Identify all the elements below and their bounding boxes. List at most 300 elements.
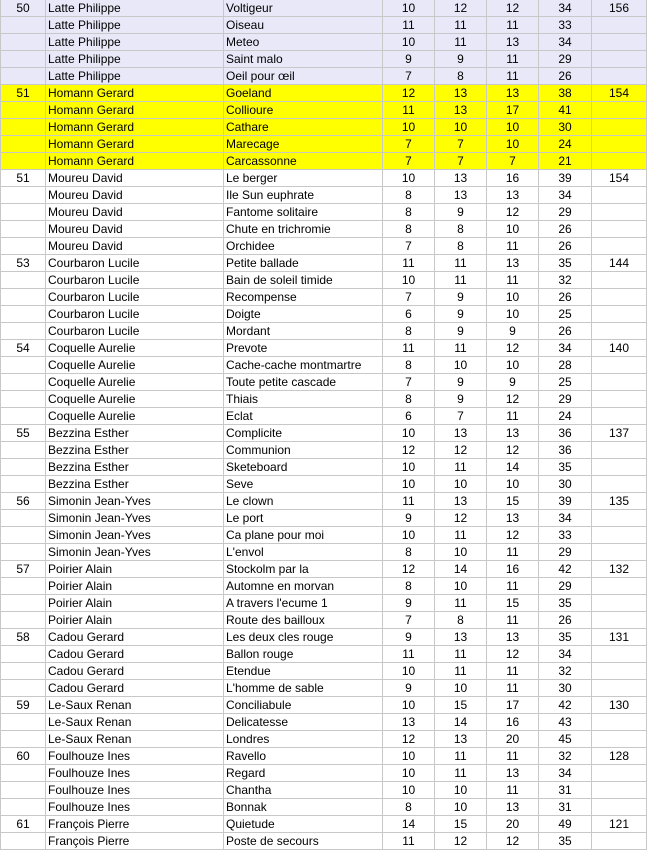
rank-cell[interactable]	[1, 34, 46, 51]
photo-sum-cell[interactable]: 31	[539, 782, 592, 799]
photographer-name-cell[interactable]: Le-Saux Renan	[46, 731, 224, 748]
photographer-name-cell[interactable]: Homann Gerard	[46, 119, 224, 136]
photo-sum-cell[interactable]: 24	[539, 408, 592, 425]
photo-title-cell[interactable]: Carcassonne	[224, 153, 383, 170]
photographer-name-cell[interactable]: Moureu David	[46, 221, 224, 238]
rank-cell[interactable]	[1, 799, 46, 816]
rank-cell[interactable]	[1, 289, 46, 306]
photo-sum-cell[interactable]: 26	[539, 612, 592, 629]
total-score-cell[interactable]: 137	[592, 425, 647, 442]
photographer-name-cell[interactable]: François Pierre	[46, 833, 224, 850]
score-3-cell[interactable]: 15	[487, 595, 539, 612]
photo-sum-cell[interactable]: 26	[539, 323, 592, 340]
score-2-cell[interactable]: 11	[435, 527, 487, 544]
score-1-cell[interactable]: 7	[383, 289, 435, 306]
rank-cell[interactable]	[1, 136, 46, 153]
photo-title-cell[interactable]: Automne en morvan	[224, 578, 383, 595]
photo-sum-cell[interactable]: 29	[539, 544, 592, 561]
photo-sum-cell[interactable]: 42	[539, 561, 592, 578]
score-3-cell[interactable]: 14	[487, 459, 539, 476]
total-score-cell[interactable]	[592, 833, 647, 850]
photo-title-cell[interactable]: Mordant	[224, 323, 383, 340]
photo-sum-cell[interactable]: 43	[539, 714, 592, 731]
photo-title-cell[interactable]: Prevote	[224, 340, 383, 357]
photo-title-cell[interactable]: Les deux cles rouge	[224, 629, 383, 646]
photographer-name-cell[interactable]: Foulhouze Ines	[46, 782, 224, 799]
score-2-cell[interactable]: 9	[435, 51, 487, 68]
score-1-cell[interactable]: 12	[383, 442, 435, 459]
rank-cell[interactable]	[1, 204, 46, 221]
score-3-cell[interactable]: 13	[487, 85, 539, 102]
photographer-name-cell[interactable]: Poirier Alain	[46, 561, 224, 578]
total-score-cell[interactable]	[592, 119, 647, 136]
photographer-name-cell[interactable]: Courbaron Lucile	[46, 306, 224, 323]
score-2-cell[interactable]: 8	[435, 68, 487, 85]
score-3-cell[interactable]: 11	[487, 612, 539, 629]
score-1-cell[interactable]: 9	[383, 51, 435, 68]
score-1-cell[interactable]: 14	[383, 816, 435, 833]
rank-cell[interactable]: 61	[1, 816, 46, 833]
photo-title-cell[interactable]: Le clown	[224, 493, 383, 510]
photographer-name-cell[interactable]: Homann Gerard	[46, 85, 224, 102]
score-2-cell[interactable]: 11	[435, 748, 487, 765]
score-2-cell[interactable]: 10	[435, 578, 487, 595]
rank-cell[interactable]: 51	[1, 85, 46, 102]
total-score-cell[interactable]: 128	[592, 748, 647, 765]
score-1-cell[interactable]: 7	[383, 612, 435, 629]
photo-title-cell[interactable]: Quietude	[224, 816, 383, 833]
total-score-cell[interactable]	[592, 646, 647, 663]
photo-title-cell[interactable]: Bain de soleil timide	[224, 272, 383, 289]
photographer-name-cell[interactable]: Bezzina Esther	[46, 476, 224, 493]
score-3-cell[interactable]: 11	[487, 748, 539, 765]
photo-title-cell[interactable]: Saint malo	[224, 51, 383, 68]
photo-title-cell[interactable]: Meteo	[224, 34, 383, 51]
score-1-cell[interactable]: 11	[383, 255, 435, 272]
score-1-cell[interactable]: 9	[383, 595, 435, 612]
score-1-cell[interactable]: 6	[383, 408, 435, 425]
rank-cell[interactable]	[1, 238, 46, 255]
photo-sum-cell[interactable]: 28	[539, 357, 592, 374]
photo-sum-cell[interactable]: 35	[539, 255, 592, 272]
photo-sum-cell[interactable]: 35	[539, 595, 592, 612]
score-3-cell[interactable]: 13	[487, 187, 539, 204]
photo-sum-cell[interactable]: 21	[539, 153, 592, 170]
rank-cell[interactable]: 58	[1, 629, 46, 646]
total-score-cell[interactable]	[592, 68, 647, 85]
score-3-cell[interactable]: 13	[487, 510, 539, 527]
photo-sum-cell[interactable]: 39	[539, 493, 592, 510]
score-2-cell[interactable]: 11	[435, 459, 487, 476]
photo-title-cell[interactable]: Oeil pour œil	[224, 68, 383, 85]
photo-title-cell[interactable]: Collioure	[224, 102, 383, 119]
photographer-name-cell[interactable]: Poirier Alain	[46, 595, 224, 612]
score-1-cell[interactable]: 9	[383, 629, 435, 646]
photo-title-cell[interactable]: Conciliabule	[224, 697, 383, 714]
photo-sum-cell[interactable]: 34	[539, 646, 592, 663]
score-3-cell[interactable]: 12	[487, 0, 539, 17]
photographer-name-cell[interactable]: Le-Saux Renan	[46, 714, 224, 731]
score-1-cell[interactable]: 11	[383, 833, 435, 850]
score-3-cell[interactable]: 13	[487, 629, 539, 646]
score-3-cell[interactable]: 11	[487, 782, 539, 799]
total-score-cell[interactable]	[592, 289, 647, 306]
score-3-cell[interactable]: 13	[487, 255, 539, 272]
photographer-name-cell[interactable]: Cadou Gerard	[46, 646, 224, 663]
score-2-cell[interactable]: 8	[435, 612, 487, 629]
photo-sum-cell[interactable]: 30	[539, 476, 592, 493]
total-score-cell[interactable]	[592, 34, 647, 51]
rank-cell[interactable]	[1, 221, 46, 238]
rank-cell[interactable]	[1, 476, 46, 493]
score-2-cell[interactable]: 13	[435, 85, 487, 102]
score-3-cell[interactable]: 9	[487, 323, 539, 340]
photo-title-cell[interactable]: L'homme de sable	[224, 680, 383, 697]
photo-title-cell[interactable]: Doigte	[224, 306, 383, 323]
photographer-name-cell[interactable]: Foulhouze Ines	[46, 765, 224, 782]
score-3-cell[interactable]: 10	[487, 136, 539, 153]
photographer-name-cell[interactable]: Simonin Jean-Yves	[46, 510, 224, 527]
rank-cell[interactable]	[1, 272, 46, 289]
rank-cell[interactable]	[1, 17, 46, 34]
score-3-cell[interactable]: 10	[487, 119, 539, 136]
photo-sum-cell[interactable]: 30	[539, 119, 592, 136]
score-2-cell[interactable]: 11	[435, 340, 487, 357]
photographer-name-cell[interactable]: Latte Philippe	[46, 0, 224, 17]
score-2-cell[interactable]: 15	[435, 697, 487, 714]
rank-cell[interactable]	[1, 408, 46, 425]
score-3-cell[interactable]: 11	[487, 578, 539, 595]
photographer-name-cell[interactable]: Moureu David	[46, 187, 224, 204]
score-2-cell[interactable]: 11	[435, 595, 487, 612]
rank-cell[interactable]	[1, 663, 46, 680]
score-3-cell[interactable]: 15	[487, 493, 539, 510]
score-1-cell[interactable]: 10	[383, 765, 435, 782]
score-1-cell[interactable]: 7	[383, 153, 435, 170]
photographer-name-cell[interactable]: Latte Philippe	[46, 34, 224, 51]
score-1-cell[interactable]: 10	[383, 34, 435, 51]
score-3-cell[interactable]: 10	[487, 357, 539, 374]
score-2-cell[interactable]: 15	[435, 816, 487, 833]
score-1-cell[interactable]: 10	[383, 0, 435, 17]
photo-sum-cell[interactable]: 33	[539, 17, 592, 34]
score-1-cell[interactable]: 9	[383, 510, 435, 527]
score-3-cell[interactable]: 16	[487, 170, 539, 187]
score-1-cell[interactable]: 8	[383, 221, 435, 238]
score-1-cell[interactable]: 8	[383, 357, 435, 374]
photo-title-cell[interactable]: Londres	[224, 731, 383, 748]
score-1-cell[interactable]: 11	[383, 646, 435, 663]
photo-title-cell[interactable]: Petite ballade	[224, 255, 383, 272]
rank-cell[interactable]	[1, 731, 46, 748]
total-score-cell[interactable]	[592, 204, 647, 221]
score-2-cell[interactable]: 8	[435, 238, 487, 255]
total-score-cell[interactable]	[592, 102, 647, 119]
photo-title-cell[interactable]: Cache-cache montmartre	[224, 357, 383, 374]
score-2-cell[interactable]: 14	[435, 561, 487, 578]
score-1-cell[interactable]: 7	[383, 238, 435, 255]
photo-sum-cell[interactable]: 24	[539, 136, 592, 153]
total-score-cell[interactable]	[592, 187, 647, 204]
photographer-name-cell[interactable]: Cadou Gerard	[46, 663, 224, 680]
photo-title-cell[interactable]: Recompense	[224, 289, 383, 306]
rank-cell[interactable]: 51	[1, 170, 46, 187]
total-score-cell[interactable]	[592, 272, 647, 289]
score-3-cell[interactable]: 13	[487, 799, 539, 816]
photo-sum-cell[interactable]: 36	[539, 425, 592, 442]
rank-cell[interactable]	[1, 357, 46, 374]
total-score-cell[interactable]: 135	[592, 493, 647, 510]
score-3-cell[interactable]: 12	[487, 527, 539, 544]
photo-sum-cell[interactable]: 35	[539, 629, 592, 646]
photo-title-cell[interactable]: Le berger	[224, 170, 383, 187]
rank-cell[interactable]	[1, 680, 46, 697]
score-3-cell[interactable]: 11	[487, 51, 539, 68]
photo-title-cell[interactable]: Orchidee	[224, 238, 383, 255]
photo-title-cell[interactable]: Etendue	[224, 663, 383, 680]
score-2-cell[interactable]: 13	[435, 170, 487, 187]
rank-cell[interactable]	[1, 102, 46, 119]
photo-sum-cell[interactable]: 38	[539, 85, 592, 102]
total-score-cell[interactable]	[592, 136, 647, 153]
rank-cell[interactable]	[1, 68, 46, 85]
total-score-cell[interactable]	[592, 595, 647, 612]
photo-sum-cell[interactable]: 29	[539, 51, 592, 68]
score-3-cell[interactable]: 12	[487, 391, 539, 408]
total-score-cell[interactable]	[592, 51, 647, 68]
score-2-cell[interactable]: 9	[435, 391, 487, 408]
total-score-cell[interactable]	[592, 799, 647, 816]
score-3-cell[interactable]: 12	[487, 646, 539, 663]
rank-cell[interactable]: 54	[1, 340, 46, 357]
photo-title-cell[interactable]: Ile Sun euphrate	[224, 187, 383, 204]
score-3-cell[interactable]: 10	[487, 221, 539, 238]
total-score-cell[interactable]	[592, 782, 647, 799]
score-2-cell[interactable]: 11	[435, 663, 487, 680]
photographer-name-cell[interactable]: Moureu David	[46, 170, 224, 187]
total-score-cell[interactable]	[592, 459, 647, 476]
score-1-cell[interactable]: 10	[383, 697, 435, 714]
photo-sum-cell[interactable]: 32	[539, 272, 592, 289]
rank-cell[interactable]	[1, 578, 46, 595]
score-2-cell[interactable]: 11	[435, 34, 487, 51]
photographer-name-cell[interactable]: Homann Gerard	[46, 102, 224, 119]
photo-title-cell[interactable]: Marecage	[224, 136, 383, 153]
rank-cell[interactable]: 50	[1, 0, 46, 17]
score-2-cell[interactable]: 9	[435, 204, 487, 221]
score-1-cell[interactable]: 9	[383, 680, 435, 697]
photographer-name-cell[interactable]: Homann Gerard	[46, 136, 224, 153]
photo-sum-cell[interactable]: 36	[539, 442, 592, 459]
photo-sum-cell[interactable]: 49	[539, 816, 592, 833]
score-1-cell[interactable]: 10	[383, 272, 435, 289]
rank-cell[interactable]	[1, 391, 46, 408]
score-1-cell[interactable]: 8	[383, 204, 435, 221]
rank-cell[interactable]	[1, 442, 46, 459]
photographer-name-cell[interactable]: Coquelle Aurelie	[46, 391, 224, 408]
rank-cell[interactable]	[1, 765, 46, 782]
score-2-cell[interactable]: 9	[435, 374, 487, 391]
total-score-cell[interactable]	[592, 323, 647, 340]
score-1-cell[interactable]: 10	[383, 425, 435, 442]
photographer-name-cell[interactable]: Foulhouze Ines	[46, 748, 224, 765]
score-2-cell[interactable]: 7	[435, 408, 487, 425]
photo-title-cell[interactable]: Bonnak	[224, 799, 383, 816]
score-2-cell[interactable]: 10	[435, 782, 487, 799]
photo-sum-cell[interactable]: 34	[539, 765, 592, 782]
score-1-cell[interactable]: 10	[383, 476, 435, 493]
score-3-cell[interactable]: 12	[487, 340, 539, 357]
rank-cell[interactable]	[1, 459, 46, 476]
photographer-name-cell[interactable]: Le-Saux Renan	[46, 697, 224, 714]
score-2-cell[interactable]: 7	[435, 136, 487, 153]
photo-title-cell[interactable]: Ballon rouge	[224, 646, 383, 663]
photographer-name-cell[interactable]: Moureu David	[46, 204, 224, 221]
photo-title-cell[interactable]: Regard	[224, 765, 383, 782]
total-score-cell[interactable]	[592, 306, 647, 323]
photographer-name-cell[interactable]: Simonin Jean-Yves	[46, 544, 224, 561]
score-2-cell[interactable]: 9	[435, 306, 487, 323]
total-score-cell[interactable]	[592, 153, 647, 170]
photographer-name-cell[interactable]: Latte Philippe	[46, 51, 224, 68]
photo-title-cell[interactable]: Cathare	[224, 119, 383, 136]
score-2-cell[interactable]: 13	[435, 731, 487, 748]
total-score-cell[interactable]	[592, 527, 647, 544]
score-3-cell[interactable]: 13	[487, 425, 539, 442]
total-score-cell[interactable]: 156	[592, 0, 647, 17]
score-3-cell[interactable]: 10	[487, 289, 539, 306]
score-3-cell[interactable]: 17	[487, 102, 539, 119]
score-2-cell[interactable]: 12	[435, 0, 487, 17]
score-3-cell[interactable]: 16	[487, 561, 539, 578]
score-3-cell[interactable]: 11	[487, 68, 539, 85]
rank-cell[interactable]	[1, 374, 46, 391]
photo-title-cell[interactable]: Ca plane pour moi	[224, 527, 383, 544]
photo-sum-cell[interactable]: 26	[539, 221, 592, 238]
score-1-cell[interactable]: 11	[383, 17, 435, 34]
total-score-cell[interactable]	[592, 357, 647, 374]
photo-title-cell[interactable]: Delicatesse	[224, 714, 383, 731]
rank-cell[interactable]	[1, 714, 46, 731]
score-3-cell[interactable]: 10	[487, 476, 539, 493]
photo-sum-cell[interactable]: 34	[539, 34, 592, 51]
score-1-cell[interactable]: 12	[383, 561, 435, 578]
score-1-cell[interactable]: 8	[383, 391, 435, 408]
photographer-name-cell[interactable]: Coquelle Aurelie	[46, 340, 224, 357]
photographer-name-cell[interactable]: Courbaron Lucile	[46, 255, 224, 272]
photo-sum-cell[interactable]: 25	[539, 306, 592, 323]
score-2-cell[interactable]: 14	[435, 714, 487, 731]
score-2-cell[interactable]: 10	[435, 680, 487, 697]
score-2-cell[interactable]: 10	[435, 544, 487, 561]
photo-sum-cell[interactable]: 34	[539, 340, 592, 357]
photographer-name-cell[interactable]: Coquelle Aurelie	[46, 408, 224, 425]
score-2-cell[interactable]: 13	[435, 629, 487, 646]
photographer-name-cell[interactable]: Courbaron Lucile	[46, 289, 224, 306]
score-2-cell[interactable]: 13	[435, 187, 487, 204]
total-score-cell[interactable]: 121	[592, 816, 647, 833]
score-1-cell[interactable]: 10	[383, 527, 435, 544]
score-1-cell[interactable]: 11	[383, 493, 435, 510]
photographer-name-cell[interactable]: Coquelle Aurelie	[46, 374, 224, 391]
score-2-cell[interactable]: 10	[435, 799, 487, 816]
score-3-cell[interactable]: 20	[487, 731, 539, 748]
photo-title-cell[interactable]: Toute petite cascade	[224, 374, 383, 391]
score-3-cell[interactable]: 11	[487, 663, 539, 680]
photographer-name-cell[interactable]: Latte Philippe	[46, 17, 224, 34]
photo-sum-cell[interactable]: 26	[539, 238, 592, 255]
total-score-cell[interactable]	[592, 714, 647, 731]
total-score-cell[interactable]: 131	[592, 629, 647, 646]
score-2-cell[interactable]: 10	[435, 357, 487, 374]
photo-title-cell[interactable]: Stockolm par la	[224, 561, 383, 578]
total-score-cell[interactable]: 132	[592, 561, 647, 578]
rank-cell[interactable]	[1, 187, 46, 204]
score-1-cell[interactable]: 10	[383, 782, 435, 799]
score-1-cell[interactable]: 7	[383, 136, 435, 153]
photographer-name-cell[interactable]: Cadou Gerard	[46, 629, 224, 646]
photo-sum-cell[interactable]: 33	[539, 527, 592, 544]
photographer-name-cell[interactable]: Bezzina Esther	[46, 459, 224, 476]
rank-cell[interactable]: 60	[1, 748, 46, 765]
total-score-cell[interactable]	[592, 221, 647, 238]
score-3-cell[interactable]: 20	[487, 816, 539, 833]
photo-title-cell[interactable]: L'envol	[224, 544, 383, 561]
score-3-cell[interactable]: 11	[487, 17, 539, 34]
photo-title-cell[interactable]: Voltigeur	[224, 0, 383, 17]
photographer-name-cell[interactable]: Poirier Alain	[46, 578, 224, 595]
photographer-name-cell[interactable]: Moureu David	[46, 238, 224, 255]
photographer-name-cell[interactable]: Latte Philippe	[46, 68, 224, 85]
score-3-cell[interactable]: 12	[487, 204, 539, 221]
rank-cell[interactable]: 57	[1, 561, 46, 578]
score-2-cell[interactable]: 11	[435, 765, 487, 782]
total-score-cell[interactable]: 144	[592, 255, 647, 272]
photo-sum-cell[interactable]: 41	[539, 102, 592, 119]
photo-title-cell[interactable]: Thiais	[224, 391, 383, 408]
rank-cell[interactable]	[1, 833, 46, 850]
score-2-cell[interactable]: 9	[435, 289, 487, 306]
total-score-cell[interactable]: 140	[592, 340, 647, 357]
photo-sum-cell[interactable]: 31	[539, 799, 592, 816]
score-2-cell[interactable]: 8	[435, 221, 487, 238]
rank-cell[interactable]: 53	[1, 255, 46, 272]
score-1-cell[interactable]: 11	[383, 102, 435, 119]
total-score-cell[interactable]: 130	[592, 697, 647, 714]
photo-sum-cell[interactable]: 35	[539, 833, 592, 850]
photographer-name-cell[interactable]: Courbaron Lucile	[46, 323, 224, 340]
score-3-cell[interactable]: 13	[487, 34, 539, 51]
score-1-cell[interactable]: 8	[383, 799, 435, 816]
score-1-cell[interactable]: 8	[383, 323, 435, 340]
total-score-cell[interactable]	[592, 680, 647, 697]
photo-title-cell[interactable]: Communion	[224, 442, 383, 459]
score-2-cell[interactable]: 7	[435, 153, 487, 170]
photo-sum-cell[interactable]: 26	[539, 289, 592, 306]
photo-sum-cell[interactable]: 29	[539, 578, 592, 595]
photo-title-cell[interactable]: Seve	[224, 476, 383, 493]
photo-title-cell[interactable]: Route des bailloux	[224, 612, 383, 629]
score-3-cell[interactable]: 12	[487, 442, 539, 459]
score-1-cell[interactable]: 11	[383, 340, 435, 357]
score-3-cell[interactable]: 17	[487, 697, 539, 714]
photo-sum-cell[interactable]: 32	[539, 748, 592, 765]
photographer-name-cell[interactable]: Homann Gerard	[46, 153, 224, 170]
photo-sum-cell[interactable]: 29	[539, 391, 592, 408]
score-2-cell[interactable]: 13	[435, 102, 487, 119]
score-2-cell[interactable]: 9	[435, 323, 487, 340]
score-1-cell[interactable]: 6	[383, 306, 435, 323]
